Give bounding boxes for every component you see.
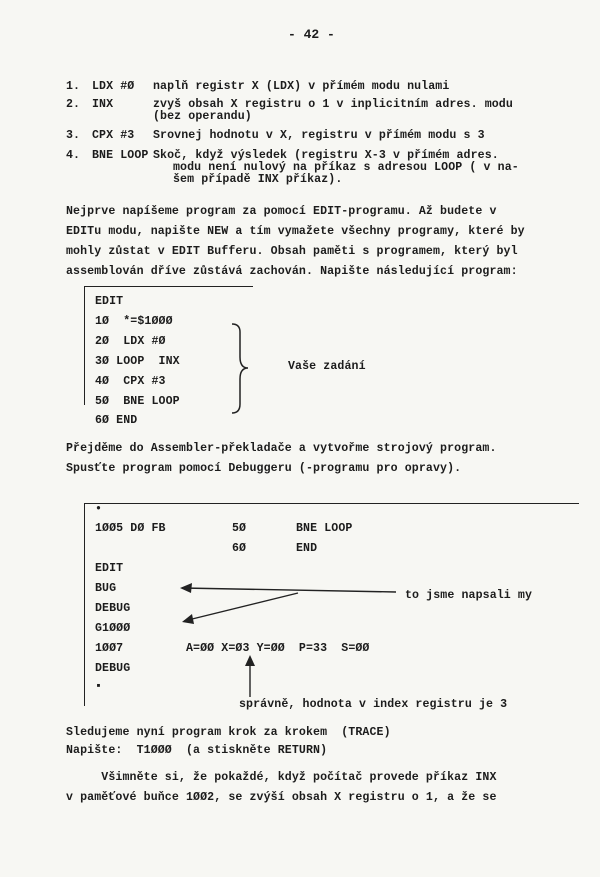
list-description: Skoč, když výsledek (registru X-3 v přímém adres.: [153, 149, 499, 162]
curly-brace: [232, 324, 248, 413]
code-address: 1ØØ5 DØ FB: [95, 522, 166, 535]
code-line: DEBUG: [95, 602, 131, 615]
code-line: EDIT: [95, 562, 124, 575]
cursor-marker: ▪: [95, 680, 103, 693]
code-instruction: BNE LOOP: [296, 522, 353, 535]
dot-marker: •: [95, 503, 103, 516]
code-line: 1Ø *=$1ØØØ: [95, 315, 173, 328]
arrow-head-debug: [182, 614, 194, 624]
list-description: modu není nulový na příkaz s adresou LOOP ( v na-: [173, 161, 519, 174]
list-description: Srovnej hodnotu v X, registru v přímém modu s 3: [153, 129, 485, 142]
text-line: assemblován dříve zůstává zachován. Napište následující program:: [66, 265, 518, 278]
list-description: naplň registr X (LDX) v přímém modu nulami: [153, 80, 450, 93]
text-line: v paměťové buňce 1ØØ2, se zvýší obsah X registru o 1, a že se: [66, 791, 497, 804]
text-line: Všimněte si, že pokaždé, když počítač provede příkaz INX: [66, 771, 497, 784]
text-line: Sledujeme nyní program krok za krokem (TRACE): [66, 726, 391, 739]
text-line: Napište: T1ØØØ (a stiskněte RETURN): [66, 744, 328, 757]
text-line: Nejprve napíšeme program za pomocí EDIT-programu. Až budete v: [66, 205, 497, 218]
arrow-to-bug: [182, 588, 396, 592]
text-line: EDITu modu, napište NEW a tím vymažete všechny programy, které by: [66, 225, 525, 238]
code-address: 1ØØ7: [95, 642, 124, 655]
code-line: BUG: [95, 582, 117, 595]
user-input-note: to jsme napsali my: [405, 589, 533, 602]
list-code: INX: [92, 98, 114, 111]
text-line: mohly zůstat v EDIT Bufferu. Obsah paměti s programem, který byl: [66, 245, 518, 258]
list-number: 3.: [66, 129, 81, 142]
code-instruction: END: [296, 542, 318, 555]
code-line: 6Ø END: [95, 414, 138, 427]
code-line: 3Ø LOOP INX: [95, 355, 180, 368]
list-number: 2.: [66, 98, 81, 111]
arrow-to-debug: [184, 593, 298, 621]
page-number: - 42 -: [288, 27, 335, 42]
result-note: správně, hodnota v index registru je 3: [239, 698, 508, 711]
list-description: zvyš obsah X registru o 1 v inplicitním adres. modu: [153, 98, 513, 111]
list-code: BNE LOOP: [92, 149, 149, 162]
list-description: (bez operandu): [153, 110, 252, 123]
list-number: 4.: [66, 149, 81, 162]
list-code: CPX #3: [92, 129, 135, 142]
list-number: 1.: [66, 80, 81, 93]
list-code: LDX #Ø: [92, 80, 135, 93]
code-line: DEBUG: [95, 662, 131, 675]
code-line-number: 5Ø: [232, 522, 247, 535]
list-description: šem případě INX příkaz).: [173, 173, 343, 186]
arrow-head-bug: [180, 583, 192, 593]
text-line: Přejděme do Assembler-překladače a vytvořme strojový program.: [66, 442, 497, 455]
code-line: 4Ø CPX #3: [95, 375, 166, 388]
text-line: Spusťte program pomocí Debuggeru (-programu pro opravy).: [66, 462, 462, 475]
input-annotation: Vaše zadání: [288, 360, 366, 373]
register-values: A=ØØ X=Ø3 Y=ØØ P=33 S=ØØ: [186, 642, 370, 655]
code-line: EDIT: [95, 295, 124, 308]
code-line: 2Ø LDX #Ø: [95, 335, 166, 348]
code-line: 5Ø BNE LOOP: [95, 395, 180, 408]
arrow-head-register: [245, 655, 255, 666]
code-line-number: 6Ø: [232, 542, 247, 555]
code-line: G1ØØØ: [95, 622, 131, 635]
